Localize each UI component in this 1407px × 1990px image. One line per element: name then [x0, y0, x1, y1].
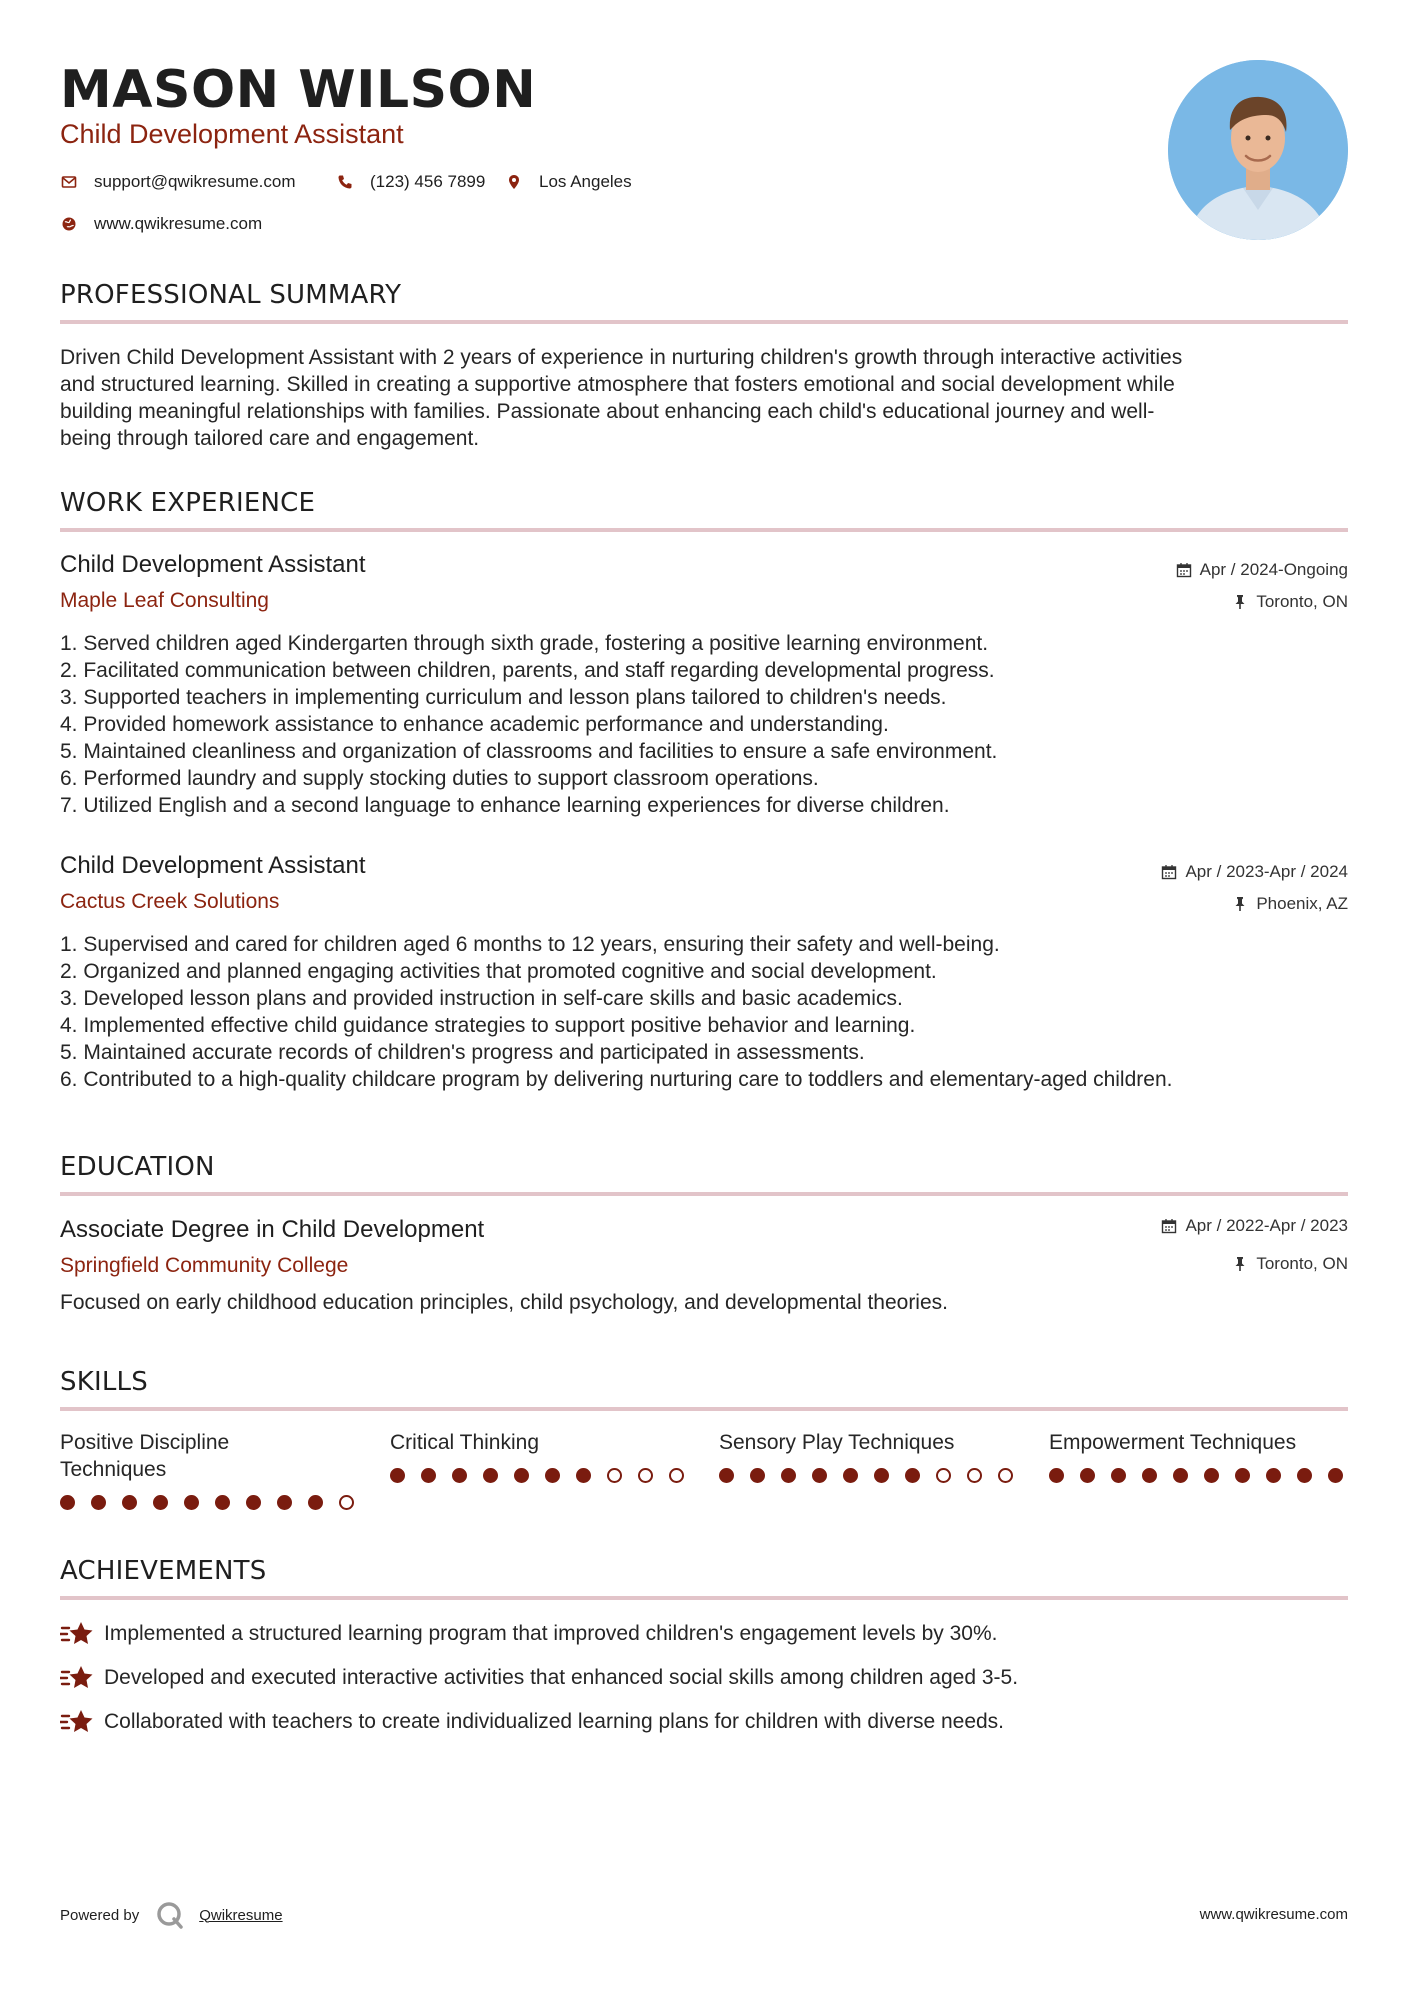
- qwikresume-logo-icon: [155, 1900, 185, 1930]
- candidate-role: Child Development Assistant: [60, 119, 404, 149]
- skill-name-cont: Techniques: [60, 1458, 167, 1481]
- school-name: Springfield Community College: [60, 1254, 349, 1277]
- star-award-icon: [60, 1664, 94, 1692]
- rating-dot-filled: [122, 1495, 137, 1510]
- rating-dot-empty: [967, 1468, 982, 1483]
- qwikresume-link[interactable]: Qwikresume: [199, 1906, 283, 1924]
- job-title: Child Development Assistant: [60, 551, 366, 578]
- job-date: [1161, 862, 1348, 882]
- rating-dot-filled: [1297, 1468, 1312, 1483]
- list-item: 6. Contributed to a high-quality childcare program by delivering nurturing care to toddlers and elementary-aged children.: [60, 1068, 1173, 1091]
- candidate-name: MASON WILSON: [60, 60, 537, 120]
- calendar-icon: [1176, 562, 1192, 578]
- star-award-icon: [60, 1620, 94, 1648]
- job-location-text: Phoenix, AZ: [1256, 894, 1348, 913]
- rating-dot-filled: [215, 1495, 230, 1510]
- rating-dot-empty: [638, 1468, 653, 1483]
- rating-dot-empty: [339, 1495, 354, 1510]
- mail-icon: [60, 173, 78, 191]
- footer-powered-by: [60, 1900, 283, 1930]
- rating-dot-filled: [1142, 1468, 1157, 1483]
- rating-dot-empty: [936, 1468, 951, 1483]
- rating-dot-filled: [750, 1468, 765, 1483]
- achievements-divider: [60, 1596, 1348, 1600]
- job-date: [1176, 560, 1348, 580]
- experience-heading: WORK EXPERIENCE: [60, 488, 316, 518]
- contact-phone[interactable]: [336, 172, 485, 192]
- rating-dot-filled: [874, 1468, 889, 1483]
- list-item: 3. Developed lesson plans and provided instruction in self-care skills and basic academics.: [60, 987, 903, 1010]
- summary-divider: [60, 320, 1348, 324]
- footer-website[interactable]: www.qwikresume.com: [1199, 1906, 1348, 1923]
- achievement-item: [60, 1620, 997, 1648]
- education-date-text: Apr / 2022-Apr / 2023: [1185, 1216, 1348, 1235]
- rating-dot-filled: [421, 1468, 436, 1483]
- job-responsibilities: [60, 931, 1172, 1093]
- rating-dot-filled: [1111, 1468, 1126, 1483]
- list-item: 3. Supported teachers in implementing curriculum and lesson plans tailored to children's needs.: [60, 686, 947, 709]
- powered-by-text: Powered by: [60, 1906, 140, 1924]
- rating-dot-filled: [812, 1468, 827, 1483]
- summary-line: and structured learning. Skilled in creating a supportive atmosphere that fosters emotional and social development while: [60, 373, 1175, 396]
- pushpin-icon: [1232, 896, 1248, 912]
- degree-title: Associate Degree in Child Development: [60, 1216, 485, 1243]
- job-location: [1232, 592, 1348, 612]
- summary-text: [60, 344, 1350, 452]
- skills-heading: SKILLS: [60, 1367, 148, 1397]
- rating-dot-empty: [607, 1468, 622, 1483]
- rating-dot-empty: [998, 1468, 1013, 1483]
- rating-dot-filled: [1049, 1468, 1064, 1483]
- rating-dot-filled: [308, 1495, 323, 1510]
- job-company: Cactus Creek Solutions: [60, 890, 280, 913]
- rating-dot-filled: [719, 1468, 734, 1483]
- education-heading: EDUCATION: [60, 1152, 215, 1182]
- pushpin-icon: [1232, 594, 1248, 610]
- rating-dot-filled: [781, 1468, 796, 1483]
- rating-dot-filled: [843, 1468, 858, 1483]
- rating-dot-filled: [1328, 1468, 1343, 1483]
- skill-item: [390, 1429, 695, 1456]
- phone-text: (123) 456 7899: [370, 172, 486, 191]
- summary-line: being through tailored care and engagement.: [60, 427, 480, 450]
- pushpin-icon: [1232, 1256, 1248, 1272]
- rating-dot-filled: [514, 1468, 529, 1483]
- profile-photo: [1168, 60, 1348, 240]
- rating-dot-filled: [545, 1468, 560, 1483]
- education-location: [1232, 1254, 1348, 1274]
- list-item: 7. Utilized English and a second language to enhance learning experiences for diverse children.: [60, 794, 950, 817]
- rating-dot-filled: [452, 1468, 467, 1483]
- contact-email[interactable]: [60, 172, 296, 192]
- map-pin-icon: [505, 173, 523, 191]
- achievement-text: Collaborated with teachers to create individualized learning plans for children with diverse needs.: [104, 1710, 1005, 1733]
- experience-divider: [60, 528, 1348, 532]
- list-item: 5. Maintained cleanliness and organization of classrooms and facilities to ensure a safe environment.: [60, 740, 998, 763]
- achievement-text: Developed and executed interactive activities that enhanced social skills among children aged 3-5.: [104, 1666, 1019, 1689]
- rating-dot-filled: [246, 1495, 261, 1510]
- list-item: 1. Supervised and cared for children aged 6 months to 12 years, ensuring their safety and well-being.: [60, 933, 1000, 956]
- skill-name: Positive Discipline: [60, 1431, 230, 1454]
- skills-divider: [60, 1407, 1348, 1411]
- star-award-icon: [60, 1708, 94, 1736]
- rating-dot-filled: [1266, 1468, 1281, 1483]
- rating-dot-filled: [184, 1495, 199, 1510]
- list-item: 6. Performed laundry and supply stocking duties to support classroom operations.: [60, 767, 819, 790]
- contact-location: [505, 172, 632, 192]
- location-text: Los Angeles: [539, 172, 632, 191]
- skill-rating: [1049, 1468, 1359, 1483]
- job-location: [1232, 894, 1348, 914]
- rating-dot-filled: [60, 1495, 75, 1510]
- skill-rating: [390, 1468, 700, 1483]
- skill-item: [719, 1429, 1024, 1456]
- list-item: 4. Implemented effective child guidance strategies to support positive behavior and learning.: [60, 1014, 916, 1037]
- rating-dot-filled: [277, 1495, 292, 1510]
- calendar-icon: [1161, 1218, 1177, 1234]
- rating-dot-filled: [91, 1495, 106, 1510]
- education-location-text: Toronto, ON: [1256, 1254, 1348, 1273]
- achievement-item: [60, 1708, 1004, 1736]
- job-responsibilities: [60, 630, 997, 819]
- rating-dot-filled: [390, 1468, 405, 1483]
- rating-dot-filled: [576, 1468, 591, 1483]
- calendar-icon: [1161, 864, 1177, 880]
- rating-dot-filled: [1204, 1468, 1219, 1483]
- skill-item: [1049, 1429, 1354, 1456]
- phone-icon: [336, 173, 354, 191]
- list-item: 5. Maintained accurate records of children's progress and participated in assessments.: [60, 1041, 865, 1064]
- skill-rating: [719, 1468, 1029, 1483]
- rating-dot-empty: [669, 1468, 684, 1483]
- list-item: 2. Organized and planned engaging activities that promoted cognitive and social development.: [60, 960, 937, 983]
- skill-name: Critical Thinking: [390, 1431, 539, 1454]
- skill-name: Sensory Play Techniques: [719, 1431, 955, 1454]
- achievement-item: [60, 1664, 1018, 1692]
- rating-dot-filled: [153, 1495, 168, 1510]
- skill-item: [60, 1429, 365, 1483]
- rating-dot-filled: [905, 1468, 920, 1483]
- summary-heading: PROFESSIONAL SUMMARY: [60, 280, 402, 310]
- education-description: Focused on early childhood education principles, child psychology, and developmental theories.: [60, 1291, 948, 1314]
- list-item: 4. Provided homework assistance to enhance academic performance and understanding.: [60, 713, 889, 736]
- contact-website[interactable]: [60, 214, 262, 234]
- summary-line: Driven Child Development Assistant with 2 years of experience in nurturing children's growth through interactive activities: [60, 346, 1183, 369]
- skill-rating: [60, 1495, 370, 1510]
- education-date: [1161, 1216, 1348, 1236]
- achievements-heading: ACHIEVEMENTS: [60, 1556, 267, 1586]
- list-item: 2. Facilitated communication between children, parents, and staff regarding developmental progress.: [60, 659, 995, 682]
- job-location-text: Toronto, ON: [1256, 592, 1348, 611]
- summary-line: building meaningful relationships with families. Passionate about enhancing each child's educational journey and well-: [60, 400, 1155, 423]
- job-title: Child Development Assistant: [60, 852, 366, 879]
- job-date-text: Apr / 2023-Apr / 2024: [1185, 862, 1348, 881]
- achievement-text: Implemented a structured learning program that improved children's engagement levels by 30%.: [104, 1622, 998, 1645]
- rating-dot-filled: [1080, 1468, 1095, 1483]
- website-text: www.qwikresume.com: [94, 214, 263, 233]
- skill-name: Empowerment Techniques: [1049, 1431, 1297, 1454]
- rating-dot-filled: [483, 1468, 498, 1483]
- globe-icon: [60, 215, 78, 233]
- education-divider: [60, 1192, 1348, 1196]
- email-text: support@qwikresume.com: [94, 172, 296, 191]
- rating-dot-filled: [1173, 1468, 1188, 1483]
- job-company: Maple Leaf Consulting: [60, 589, 269, 612]
- rating-dot-filled: [1235, 1468, 1250, 1483]
- job-date-text: Apr / 2024-Ongoing: [1199, 560, 1348, 579]
- list-item: 1. Served children aged Kindergarten through sixth grade, fostering a positive learning environment.: [60, 632, 989, 655]
